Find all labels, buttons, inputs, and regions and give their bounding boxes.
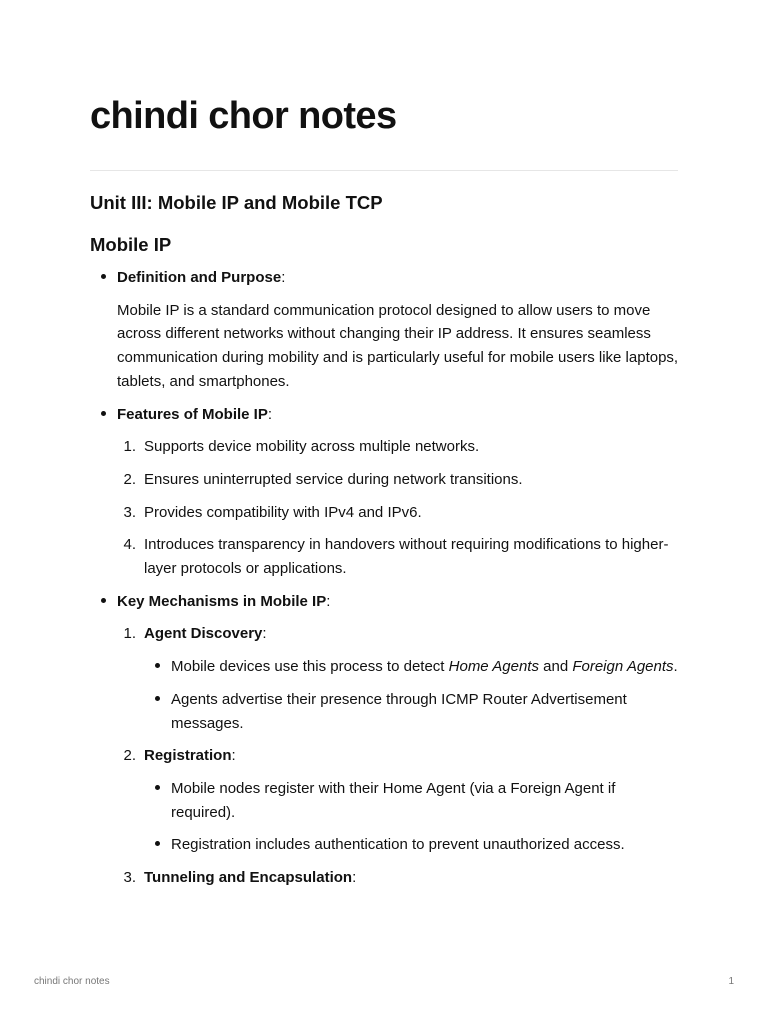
feature-item-2 bbox=[90, 468, 680, 492]
mechanism-item-1 bbox=[90, 622, 680, 646]
sub-bullet-text: Agents advertise their presence through ICMP Router Advertisement messages. bbox=[171, 690, 627, 732]
list-number: 2. bbox=[123, 747, 136, 765]
sub-bullet-item bbox=[90, 833, 680, 857]
list-number: 3. bbox=[123, 869, 136, 887]
bullet-icon bbox=[144, 833, 160, 857]
feature-item-1 bbox=[90, 435, 680, 459]
sub-bullet-item bbox=[90, 688, 680, 735]
mechanisms-label: Key Mechanisms in Mobile IP bbox=[117, 592, 327, 610]
list-number: 2. bbox=[123, 470, 136, 488]
list-number: 1. bbox=[123, 625, 136, 643]
page-title: chindi chor notes bbox=[90, 95, 397, 137]
title-divider bbox=[90, 170, 678, 171]
feature-item-3 bbox=[90, 501, 680, 525]
definition-paragraph: Mobile IP is a standard communication protocol designed to allow users to move across different networks without changing their IP address. It ensures seamless communication during mobility and is particularly useful for mobile users like laptops, tablets, and smartphones. bbox=[117, 301, 679, 390]
footer-title: chindi chor notes bbox=[34, 976, 110, 987]
definition-colon: : bbox=[281, 269, 286, 286]
section-heading: Mobile IP bbox=[90, 234, 172, 255]
list-number: 4. bbox=[123, 536, 136, 554]
notes-content bbox=[90, 266, 680, 899]
mechanisms-colon: : bbox=[326, 592, 331, 610]
home-agents-emphasis: Home Agents bbox=[448, 658, 539, 676]
unit-heading: Unit III: Mobile IP and Mobile TCP bbox=[90, 192, 383, 213]
sub-bullet-text-mid: and bbox=[538, 658, 573, 676]
list-item-mechanisms bbox=[90, 590, 680, 614]
sub-bullet-text: Registration includes authentication to prevent unauthorized access. bbox=[171, 836, 625, 854]
feature-item-4 bbox=[90, 533, 680, 580]
feature-text: Supports device mobility across multiple networks. bbox=[144, 438, 480, 456]
bullet-icon bbox=[90, 266, 106, 290]
feature-text: Introduces transparency in handovers without requiring modifications to higher-layer protocols or applications. bbox=[144, 536, 669, 578]
list-item-definition bbox=[90, 266, 680, 290]
bullet-icon bbox=[144, 777, 160, 801]
mechanism-item-2 bbox=[90, 744, 680, 768]
sub-bullet-item bbox=[90, 655, 680, 679]
mechanism-colon: : bbox=[352, 869, 357, 887]
bullet-icon bbox=[90, 590, 106, 614]
mechanism-item-3 bbox=[90, 866, 680, 890]
sub-bullet-item bbox=[90, 777, 680, 824]
foreign-agents-emphasis: Foreign Agents bbox=[572, 658, 674, 676]
definition-label: Definition and Purpose bbox=[117, 269, 282, 286]
sub-bullet-text-pre: Mobile devices use this process to detect bbox=[171, 658, 449, 676]
bullet-icon bbox=[144, 655, 160, 679]
sub-bullet-text-post: . bbox=[673, 658, 678, 676]
bullet-icon bbox=[144, 688, 160, 712]
bullet-icon bbox=[90, 403, 106, 427]
mechanism-colon: : bbox=[231, 747, 236, 765]
list-item-features bbox=[90, 403, 680, 427]
page-number: 1 bbox=[728, 976, 734, 987]
list-number: 1. bbox=[123, 438, 136, 456]
mechanism-label: Registration bbox=[144, 747, 232, 765]
features-label: Features of Mobile IP bbox=[117, 405, 268, 423]
list-number: 3. bbox=[123, 503, 136, 521]
features-colon: : bbox=[267, 405, 273, 423]
feature-text: Ensures uninterrupted service during network transitions. bbox=[144, 470, 523, 488]
feature-text: Provides compatibility with IPv4 and IPv6. bbox=[144, 503, 422, 521]
sub-bullet-text: Mobile nodes register with their Home Agent (via a Foreign Agent if required). bbox=[171, 779, 616, 821]
mechanism-label: Agent Discovery bbox=[144, 625, 263, 643]
mechanism-colon: : bbox=[262, 625, 267, 643]
mechanism-label: Tunneling and Encapsulation bbox=[144, 869, 353, 887]
